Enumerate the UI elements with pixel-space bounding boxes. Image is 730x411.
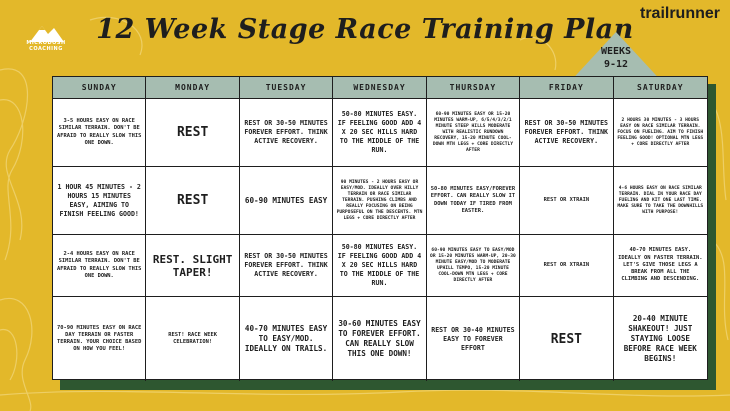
week10-thursday: 50-80 MINUTES EASY/FOREVER EFFORT. CAN REALLY SLOW IT DOWN TODAY IF TIRED FROM EASTER. — [427, 167, 520, 235]
training-plan-table — [52, 76, 708, 380]
week10-saturday: 4-6 HOURS EASY ON RACE SIMILAR TERRAIN. DIAL IN YOUR RACE DAY FUELING AND KIT ONE LAST TIME. MAKE SURE TO TAKE THE DOWNHILLS WITH PURPOSE! — [614, 167, 707, 235]
week10-monday: REST — [146, 167, 239, 235]
week10-wednesday: 90 MINUTES - 2 HOURS EASY OR EASY/MOD. IDEALLY OVER HILLY TERRAIN OR RACE SIMILAR TERRAIN. PUSHING CLIMBS AND REALLY FOCUSING ON BEING PURPOSEFUL ON THE DESCENTS. MTN LEGS + CORE DIRECTLY AFTER — [333, 167, 426, 235]
week12-saturday: 20-40 MINUTE SHAKEOUT! JUST STAYING LOOSE BEFORE RACE WEEK BEGINS! — [623, 314, 697, 363]
week12-tuesday: 40-70 MINUTES EASY TO EASY/MOD. IDEALLY ON TRAILS. — [240, 297, 333, 381]
week9-wednesday: 50-80 MINUTES EASY. IF FEELING GOOD ADD 4 X 20 SEC HILLS HARD TO THE MIDDLE OF THE RUN. — [333, 99, 426, 167]
weeks-badge — [566, 45, 666, 71]
week11-sunday: 2-4 HOURS EASY ON RACE SIMILAR TERRAIN. DON'T BE AFRAID TO REALLY SLOW THIS ONE DOWN. — [53, 235, 146, 297]
week11-wednesday: 50-80 MINUTES EASY. IF FEELING GOOD ADD 4 X 20 SEC HILLS HARD TO THE MIDDLE OF THE RUN. — [333, 235, 426, 297]
week12-sunday: 70-90 MINUTES EASY ON RACE DAY TERRAIN OR FASTER TERRAIN. YOUR CHOICE BASED ON HOW YOU FEEL! — [53, 297, 146, 381]
day-header-wednesday: WEDNESDAY — [333, 77, 426, 99]
week12-friday: REST — [520, 297, 613, 381]
week11-saturday: 40-70 MINUTES EASY. IDEALLY ON FASTER TERRAIN. LET'S GIVE THOSE LEGS A BREAK FROM ALL THE CLIMBING AND DESCENDING. — [614, 235, 707, 297]
day-header-friday: FRIDAY — [520, 77, 613, 99]
week10-tuesday: 60-90 MINUTES EASY — [240, 167, 333, 235]
day-header-thursday: THURSDAY — [427, 77, 520, 99]
week11-thursday: 60-90 MINUTES EASY TO EASY/MOD OR 15-20 MINUTES WARM-UP, 20-30 MINUTE EASY/MOD TO MODERATE UPHILL TEMPO, 15-20 MINUTE COOL-DOWN MTN LEGS + CORE DIRECTLY AFTER — [427, 235, 520, 297]
week9-thursday: 60-90 MINUTES EASY OR 15-20 MINUTES WARM-UP, 6/5/4/3/2/1 MINUTE STEEP HILLS MODERATE WITH REALISTIC RUNDOWN RECOVERY, 15-20 MINUTE COOL-DOWN MTN LEGS + CORE DIRECTLY AFTER — [427, 99, 520, 167]
week11-tuesday: REST OR 30-50 MINUTES FOREVER EFFORT. THINK ACTIVE RECOVERY. — [240, 235, 333, 297]
day-header-tuesday: TUESDAY — [240, 77, 333, 99]
week9-monday: REST — [146, 99, 239, 167]
week10-friday: REST OR XTRAIN — [520, 167, 613, 235]
week12-thursday: REST OR 30-40 MINUTES EASY TO FOREVER EFFORT — [427, 297, 520, 381]
weeks-range: 9-12 — [603, 59, 629, 70]
page-title: 12 Week Stage Race Training Plan — [96, 14, 634, 45]
week9-friday: REST OR 30-50 MINUTES FOREVER EFFORT. THINK ACTIVE RECOVERY. — [520, 99, 613, 167]
week9-sunday: 3-5 HOURS EASY ON RACE SIMILAR TERRAIN. DON'T BE AFRAID TO REALLY SLOW THIS ONE DOWN. — [53, 99, 146, 167]
weeks-label: WEEKS — [600, 46, 632, 57]
day-header-sunday: SUNDAY — [53, 77, 146, 99]
week9-saturday: 2 HOURS 30 MINUTES - 3 HOURS EASY ON RACE SIMILAR TERRAIN. FOCUS ON FUELING. AIM TO FINISH FEELING GOOD! OPTIONAL MTN LEGS + CORE DIRECTLY AFTER — [614, 99, 707, 167]
week11-friday: REST OR XTRAIN — [520, 235, 613, 297]
week9-tuesday: REST OR 30-50 MINUTES FOREVER EFFORT. THINK ACTIVE RECOVERY. — [240, 99, 333, 167]
logo-text: MICRODOSH COACHING — [26, 40, 66, 52]
day-header-monday: MONDAY — [146, 77, 239, 99]
brand-logo: trailrunner — [639, 5, 720, 22]
week11-monday: REST. SLIGHT TAPER! — [146, 235, 239, 297]
week12-monday: REST! RACE WEEK CELEBRATION! — [146, 297, 239, 381]
week10-sunday: 1 HOUR 45 MINUTES - 2 HOURS 15 MINUTES EASY, AIMING TO FINISH FEELING GOOD! — [53, 167, 146, 235]
day-header-saturday: SATURDAY — [614, 77, 707, 99]
week12-wednesday: 30-60 MINUTES EASY TO FOREVER EFFORT. CAN REALLY SLOW THIS ONE DOWN! — [333, 297, 426, 381]
